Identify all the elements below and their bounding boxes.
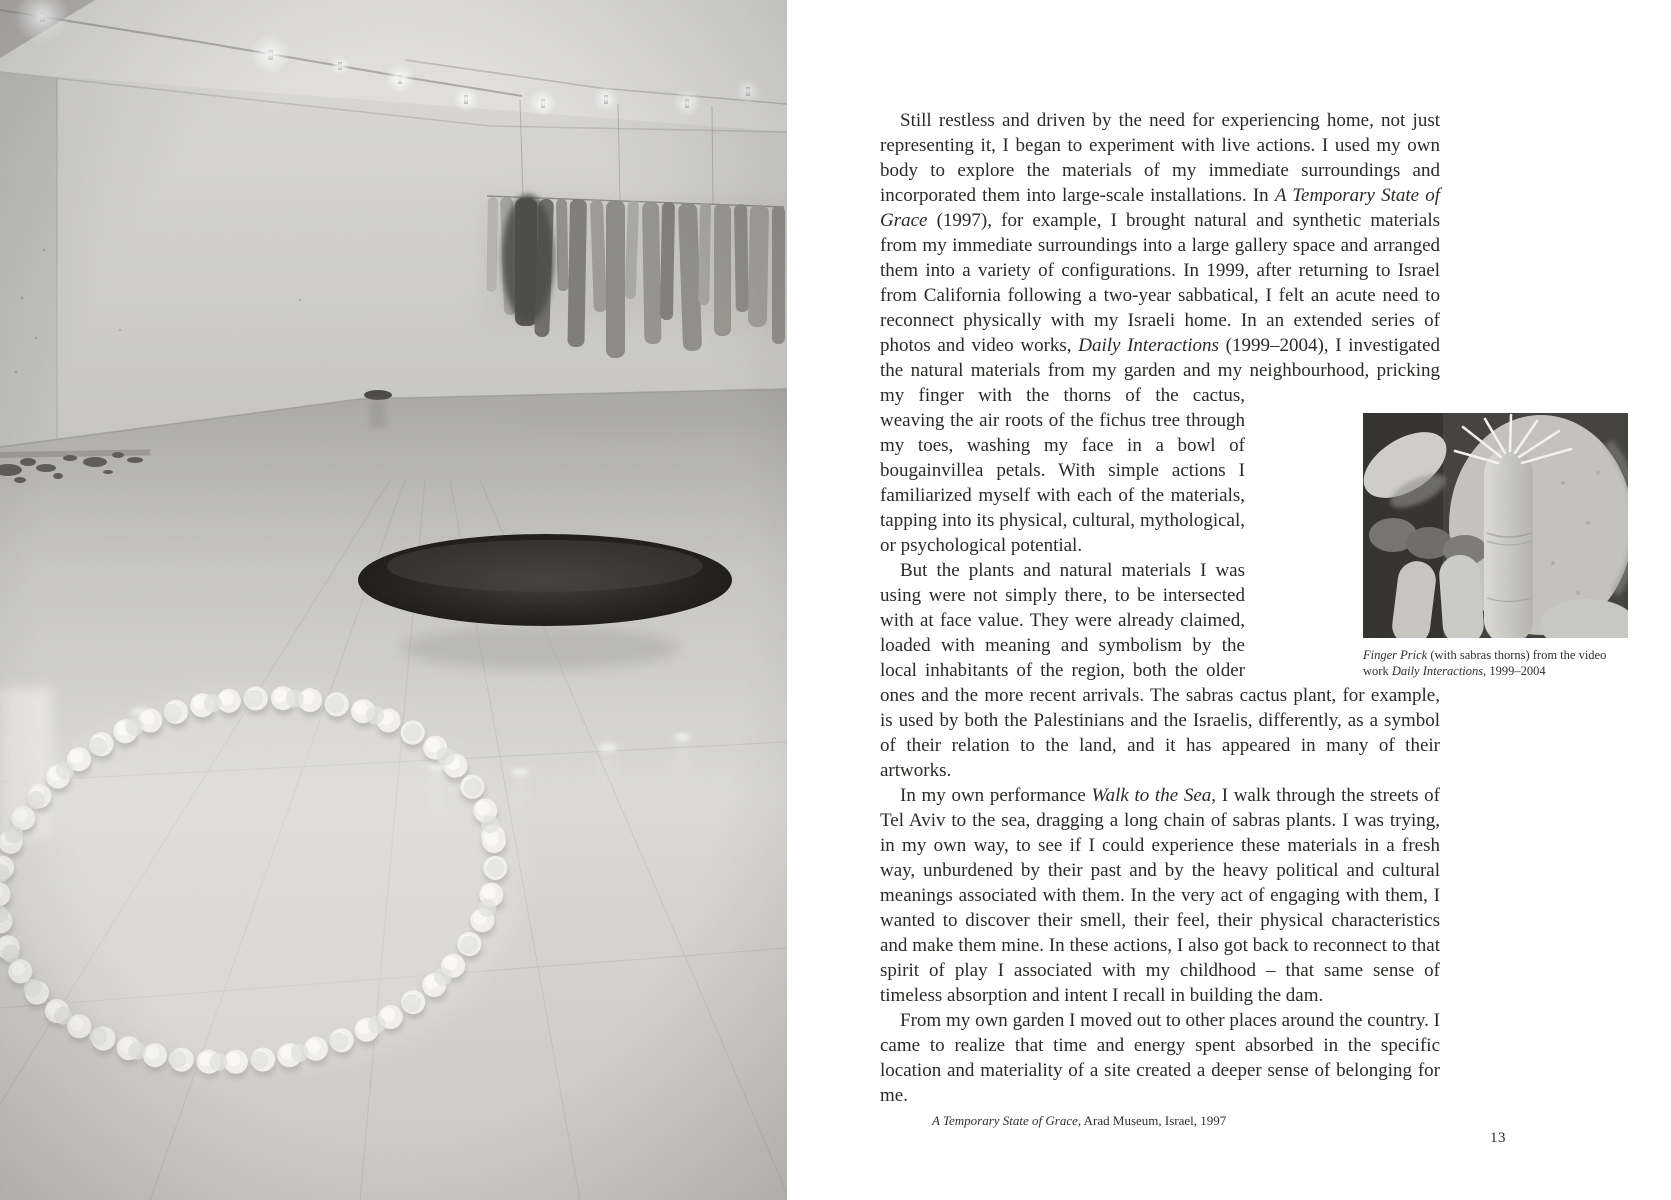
finger-prick-caption: Finger Prick (with sabras thorns) from the video work Daily Interactions, 1999–2004 xyxy=(1363,648,1607,678)
paragraph-1-text-after: finger with the thorns of the cactus, weaving the air roots of the fichus tree through my toes, washing my face in a bowl of bougainvillea petals. With simple actions I familiarized myself with each of the materials, tapping into its physical, cultural, mythological, or psychological potential. xyxy=(880,385,1245,556)
paragraph-3: In my own performance Walk to the Sea, I walk through the streets of Tel Aviv to the sea, dragging a long chain of sabras plants. I was trying, in my own way, to see if I could experience these materials in a fresh way, unburdened by their past and by the heavy political and cultural meanings associated with them. In the very act of engaging with them, I wanted to discover their smell, their feel, their physical characteristics and make them mine. In these actions, I also got back to reconnect to that spirit of play I associated with my childhood – that same sense of timeless absorption and intent I recall in building the dam. xyxy=(880,785,1440,1006)
artwork-caption: A Temporary State of Grace, Arad Museum, Israel, 1997 xyxy=(932,1113,1227,1128)
right-page xyxy=(787,0,1671,1200)
paragraph-2: But the plants and natural materials I was using were not simply there, to be intersected with at face value. They were already claimed, loaded with meaning and symbolism by the local inhabitants of the region, both the older ones and the more recent arrivals. The sabras cactus plant, for example, is used by both the Palestinians and the Israelis, differently, as a symbol of their relation to the land, and it has appeared in many of their artworks. xyxy=(880,560,1440,781)
finger-prick-figure xyxy=(1245,413,1628,679)
paragraph-1-text-before: Still restless and driven by the need for experiencing home, not just representing it, I began to experiment with live actions. I used my own body to explore the materials of my immediate surroundings and incorporated them into large-scale installations. In A Temporary State of Grace (1997), for example, I brought natural and synthetic materials from my immediate surroundings into a large gallery space and arranged them into a variety of configurations. In 1999, after returning to Israel from California following a two-year sabbatical, I felt an acute need to reconnect physically with my Israeli home. In an extended series of photos and video works, Daily Interactions (1999–2004), I investigated the natural materials from my garden and my neighbourhood, pricking my xyxy=(880,110,1441,406)
page-number: 13 xyxy=(1490,1130,1506,1146)
gallery-installation-photo xyxy=(0,0,787,1200)
paragraph-4: From my own garden I moved out to other places around the country. I came to realize that time and energy spent absorbed in the specific location and materiality of a site created a deeper sense of belonging for me. xyxy=(880,1010,1440,1106)
finger-prick-photo xyxy=(1363,413,1628,638)
left-page xyxy=(0,0,787,1200)
body-text xyxy=(880,108,1607,1108)
